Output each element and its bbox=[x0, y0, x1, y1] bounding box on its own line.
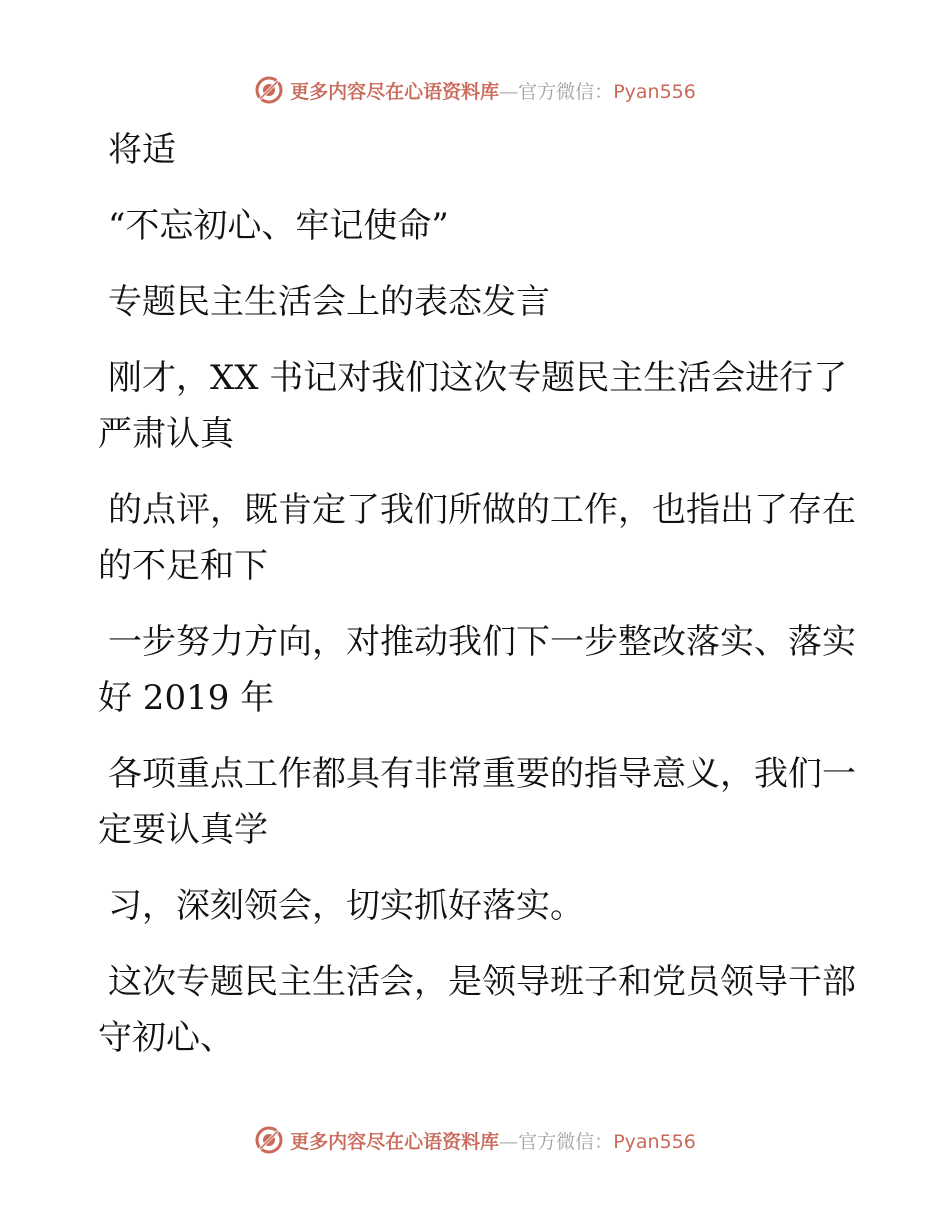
pen-logo-icon bbox=[254, 75, 284, 105]
header-dash: — bbox=[499, 80, 519, 103]
header-wechat-label: 官方微信： bbox=[518, 80, 614, 103]
doc-title-line-3: 专题民主生活会上的表态发言 bbox=[108, 282, 550, 322]
doc-paragraph: 这次专题民主生活会，是领导班子和党员领导干部守初心、 bbox=[98, 962, 856, 1058]
doc-paragraph: 习，深刻领会，切实抓好落实。 bbox=[108, 886, 584, 926]
footer-banner bbox=[0, 1120, 950, 1160]
doc-paragraph: 各项重点工作都具有非常重要的指导意义，我们一定要认真学 bbox=[98, 754, 856, 850]
footer-dash: — bbox=[499, 1130, 519, 1153]
header-banner bbox=[0, 70, 950, 110]
footer-brand-text: 更多内容尽在心语资料库 bbox=[290, 1130, 500, 1153]
footer-banner-text bbox=[290, 1127, 696, 1154]
doc-paragraph: 刚才，XX 书记对我们这次专题民主生活会进行了严肃认真 bbox=[98, 358, 848, 454]
header-wechat-id: Pyan556 bbox=[613, 80, 696, 103]
header-banner-text bbox=[290, 77, 696, 104]
doc-title-line-2: “不忘初心、牢记使命” bbox=[108, 206, 449, 246]
doc-paragraph: 一步努力方向，对推动我们下一步整改落实、落实好 2019 年 bbox=[98, 622, 856, 718]
footer-wechat-id: Pyan556 bbox=[613, 1130, 696, 1153]
pen-logo-icon bbox=[254, 1125, 284, 1155]
doc-paragraph: 的点评，既肯定了我们所做的工作，也指出了存在的不足和下 bbox=[98, 490, 856, 586]
doc-title-line-1: 将适 bbox=[108, 130, 176, 170]
header-brand-text: 更多内容尽在心语资料库 bbox=[290, 80, 500, 103]
footer-wechat-label: 官方微信： bbox=[518, 1130, 614, 1153]
document-body bbox=[98, 122, 858, 1086]
